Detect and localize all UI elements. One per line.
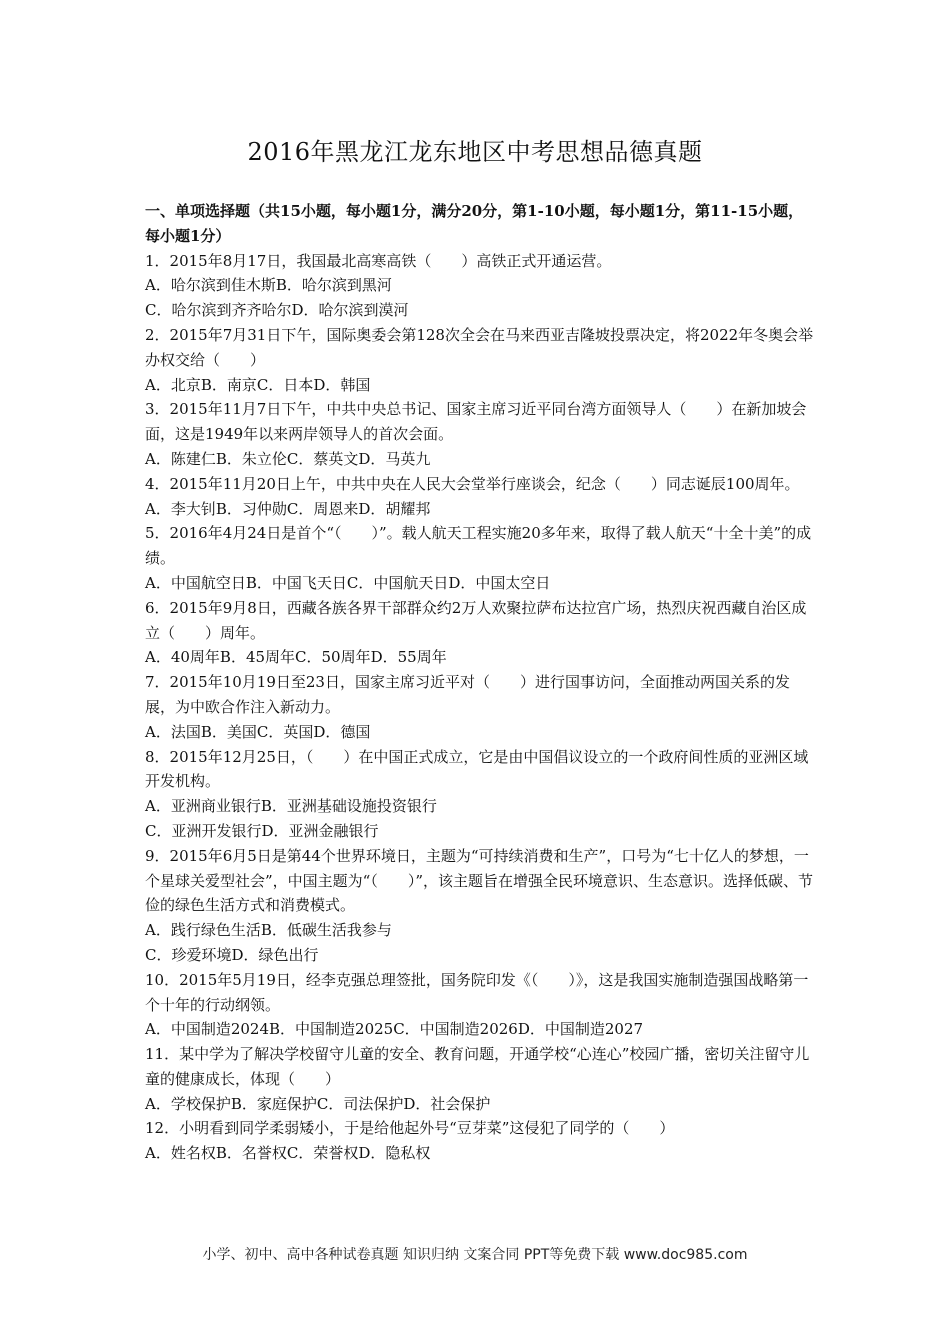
- page-title: 2016年黑龙江龙东地区中考思想品德真题: [247, 138, 703, 166]
- question-options: A．学校保护B．家庭保护C．司法保护D．社会保护: [145, 1094, 491, 1113]
- question-3: [145, 397, 815, 471]
- section-heading: 一、单项选择题（共15小题，每小题1分，满分20分，第1-10小题，每小题1分，第11-15小题，每小题1分）: [145, 202, 804, 245]
- question-options: C．哈尔滨到齐齐哈尔D．哈尔滨到漠河: [145, 301, 409, 320]
- question-options: A．亚洲商业银行B．亚洲基础设施投资银行: [145, 797, 437, 816]
- question-5: [145, 521, 815, 595]
- question-options: A．姓名权B．名誉权C．荣誉权D．隐私权: [145, 1144, 431, 1163]
- question-options: A．中国航空日B．中国飞天日C．中国航天日D．中国太空日: [145, 573, 551, 592]
- question-stem: 2．2015年7月31日下午，国际奥委会第128次全会在马来西亚吉隆坡投票决定，将2022年冬奥会举办权交给（ ）: [145, 325, 814, 369]
- question-stem: 12．小明看到同学柔弱矮小，于是给他起外号“豆芽菜”这侵犯了同学的（ ）: [145, 1119, 675, 1138]
- question-options: A．中国制造2024B．中国制造2025C．中国制造2026D．中国制造2027: [145, 1020, 644, 1039]
- question-stem: 5．2016年4月24日是首个“（ ）”。载人航天工程实施20多年来，取得了载人航天“十全十美”的成绩。: [145, 524, 812, 568]
- question-stem: 11．某中学为了解决学校留守儿童的安全、教育问题，开通学校“心连心”校园广播，密切关注留守儿童的健康成长，体现（ ）: [145, 1045, 810, 1088]
- footer-text: 小学、初中、高中各种试卷真题 知识归纳 文案合同 PPT等免费下载 www.doc985.com: [202, 1247, 748, 1263]
- question-1: [145, 249, 815, 323]
- question-12: [145, 1116, 815, 1166]
- question-options: C．亚洲开发银行D．亚洲金融银行: [145, 821, 379, 840]
- question-stem: 7．2015年10月19日至23日，国家主席习近平对（ ）进行国事访问，全面推动两国关系的发展，为中欧合作注入新动力。: [145, 673, 790, 716]
- question-2: [145, 323, 815, 397]
- question-options: A．北京B．南京C．日本D．韩国: [145, 375, 371, 394]
- question-options: C．珍爱环境D．绿色出行: [145, 945, 319, 964]
- question-options: A．法国B．美国C．英国D．德国: [145, 722, 371, 741]
- question-stem: 8．2015年12月25日，（ ）在中国正式成立，它是由中国倡议设立的一个政府间性质的亚洲区域开发机构。: [145, 747, 809, 791]
- question-stem: 1．2015年8月17日，我国最北高寒高铁（ ）高铁正式开通运营。: [145, 251, 612, 270]
- question-options: A．践行绿色生活B．低碳生活我参与: [145, 921, 392, 940]
- question-stem: 4．2015年11月20日上午，中共中央在人民大会堂举行座谈会，纪念（ ）同志诞辰100周年。: [145, 474, 800, 493]
- exam-content: [145, 199, 815, 1166]
- question-stem: 3．2015年11月7日下午，中共中央总书记、国家主席习近平同台湾方面领导人（ ）在新加坡会面，这是1949年以来两岸领导人的首次会面。: [145, 400, 807, 444]
- question-options: A．40周年B．45周年C．50周年D．55周年: [145, 648, 447, 667]
- question-11: [145, 1042, 815, 1116]
- question-stem: 10．2015年5月19日，经李克强总理签批，国务院印发《（ ）》，这是我国实施制造强国战略第一个十年的行动纲领。: [145, 970, 809, 1014]
- question-options: A．李大钊B．习仲勋C．周恩来D．胡耀邦: [145, 499, 431, 518]
- question-options: A．陈建仁B．朱立伦C．蔡英文D．马英九: [145, 449, 431, 468]
- question-stem: 6．2015年9月8日，西藏各族各界干部群众约2万人欢聚拉萨布达拉宫广场，热烈庆祝西藏自治区成立（ ）周年。: [145, 598, 807, 642]
- question-stem: 9．2015年6月5日是第44个世界环境日，主题为“可持续消费和生产”，口号为“七十亿人的梦想，一个星球关爱型社会”，中国主题为“（ ）”，该主题旨在增强全民环境意识、生态意识。选择低碳、节俭的绿色生活方式和消费模式。: [145, 846, 814, 915]
- question-10: [145, 968, 815, 1042]
- question-8: [145, 745, 815, 844]
- question-9: [145, 844, 815, 968]
- question-options: A．哈尔滨到佳木斯B．哈尔滨到黑河: [145, 276, 392, 295]
- question-7: [145, 670, 815, 744]
- question-6: [145, 596, 815, 670]
- question-4: [145, 472, 815, 522]
